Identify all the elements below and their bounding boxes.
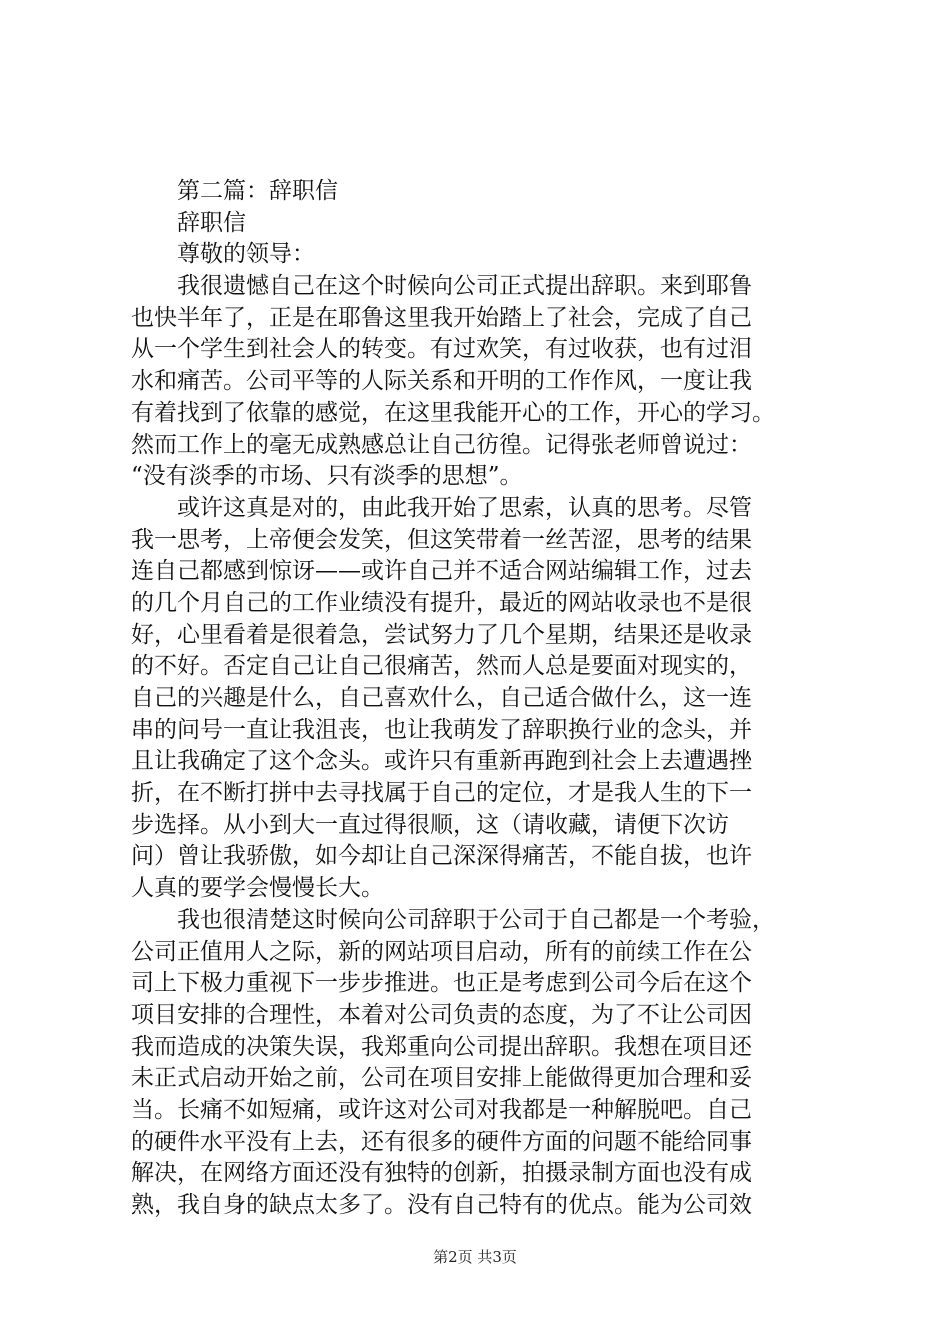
text-line: 折，在不断打拼中去寻找属于自己的定位，才是我人生的下一 [131,780,752,807]
text-line: 步选择。从小到大一直过得很顺，这（请收藏，请便下次访 [131,811,729,838]
text-line: 的不好。否定自己让自己很痛苦，然而人总是要面对现实的， [131,653,752,680]
text-line: 且让我确定了这个念头。或许只有重新再跑到社会上去遭遇挫 [131,748,752,775]
text-line: 我很遗憾自己在这个时候向公司正式提出辞职。来到耶鲁 [177,273,752,300]
text-line: 连自己都感到惊讶——或许自己并不适合网站编辑工作，过去 [131,558,752,585]
salutation: 尊敬的领导： [177,241,315,268]
text-line: 有着找到了依靠的感觉，在这里我能开心的工作，开心的学习。 [131,399,775,426]
letter-title: 辞职信 [177,209,246,236]
section-heading: 第二篇：辞职信 [177,178,338,204]
text-line: 我而造成的决策失误，我郑重向公司提出辞职。我想在项目还 [131,1033,752,1060]
text-line: 的几个月自己的工作业绩没有提升，最近的网站收录也不是很 [131,589,752,616]
text-line: 我也很清楚这时候向公司辞职于公司于自己都是一个考验， [177,906,775,933]
document-body [131,176,831,1222]
text-line: 我一思考，上帝便会发笑，但这笑带着一丝苦涩，思考的结果 [131,526,752,553]
page-number-footer: 第2页 共3页 [433,1248,517,1266]
text-line: 未正式启动开始之前，公司在项目安排上能做得更加合理和妥 [131,1065,752,1092]
text-line: “没有淡季的市场、只有淡季的思想”。 [131,463,523,490]
text-line: 也快半年了，正是在耶鲁这里我开始踏上了社会，完成了自己 [131,304,752,331]
text-line: 串的问号一直让我沮丧，也让我萌发了辞职换行业的念头，并 [131,716,752,743]
text-line: 项目安排的合理性，本着对公司负责的态度，为了不让公司因 [131,1001,752,1028]
text-line: 问）曾让我骄傲，如今却让自己深深得痛苦，不能自拔，也许 [131,843,752,870]
text-line: 人真的要学会慢慢长大。 [131,875,384,902]
text-line: 当。长痛不如短痛，或许这对公司对我都是一种解脱吧。自己 [131,1096,752,1123]
text-line: 司上下极力重视下一步步推进。也正是考虑到公司今后在这个 [131,970,752,997]
text-line: 或许这真是对的，由此我开始了思索，认真的思考。尽管 [177,494,752,521]
text-line: 从一个学生到社会人的转变。有过欢笑，有过收获，也有过泪 [131,336,752,363]
text-line: 公司正值用人之际，新的网站项目启动，所有的前续工作在公 [131,938,752,965]
text-line: 解决，在网络方面还没有独特的创新，拍摄录制方面也没有成 [131,1160,752,1187]
text-line: 水和痛苦。公司平等的人际关系和开明的工作作风，一度让我 [131,368,752,395]
text-line: 然而工作上的毫无成熟感总让自己彷徨。记得张老师曾说过： [131,431,752,458]
text-line: 的硬件水平没有上去，还有很多的硬件方面的问题不能给同事 [131,1128,752,1155]
text-line: 好，心里看着是很着急，尝试努力了几个星期，结果还是收录 [131,621,752,648]
text-line: 熟，我自身的缺点太多了。没有自己特有的优点。能为公司效 [131,1192,752,1218]
text-line: 自己的兴趣是什么，自己喜欢什么，自己适合做什么，这一连 [131,685,752,711]
